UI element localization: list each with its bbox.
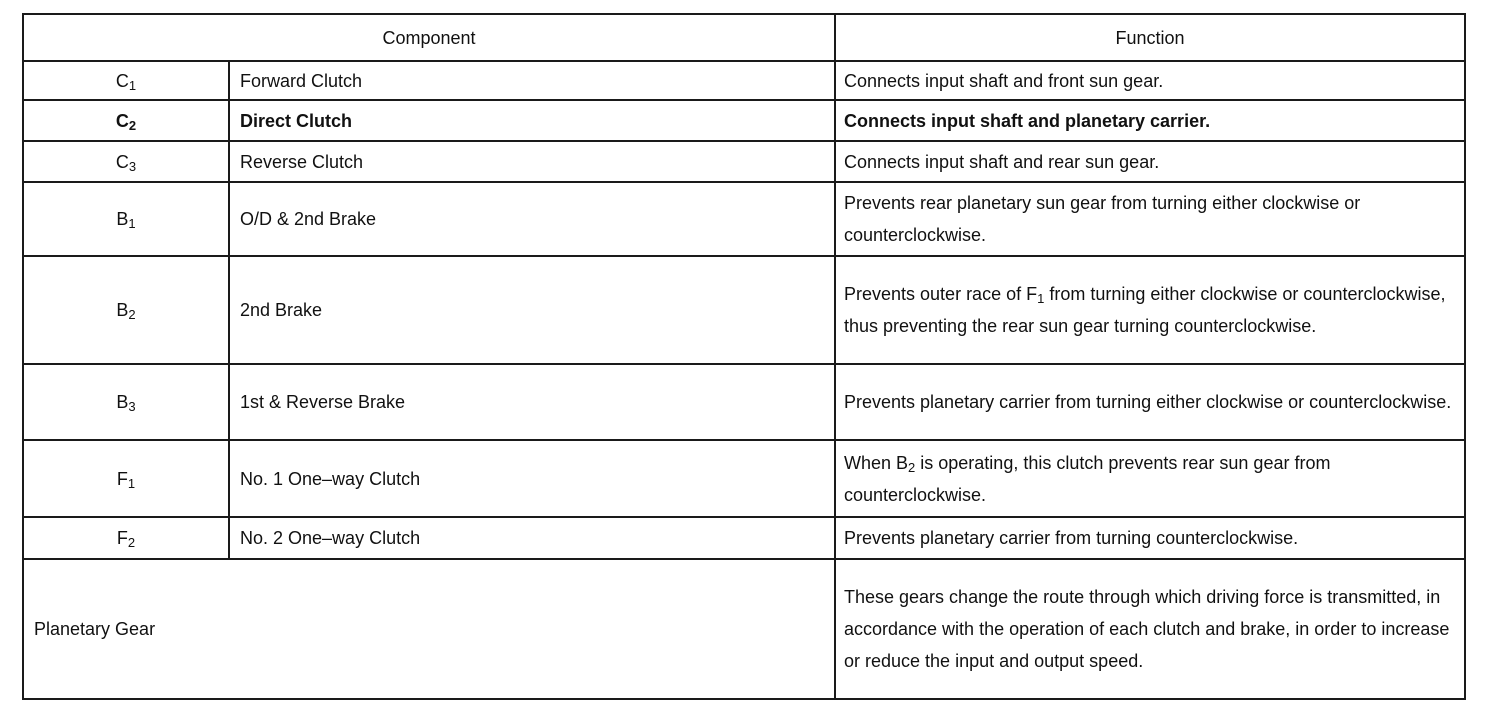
component-symbol: $B_1$ <box>23 182 229 256</box>
table-row <box>23 440 1465 517</box>
table-row <box>23 256 1465 364</box>
table-row <box>23 100 1465 141</box>
header-component: Component <box>23 14 835 61</box>
table-row <box>23 141 1465 182</box>
component-function: Prevents rear planetary sun gear from turning either clockwise or counterclockwise. <box>835 182 1465 256</box>
component-function: Prevents planetary carrier from turning counterclockwise. <box>835 517 1465 559</box>
component-name: O/D & 2nd Brake <box>229 182 835 256</box>
component-function: Connects input shaft and planetary carrier. <box>835 100 1465 141</box>
component-name: Forward Clutch <box>229 61 835 100</box>
component-name: 1st & Reverse Brake <box>229 364 835 440</box>
table-row <box>23 182 1465 256</box>
component-name: 2nd Brake <box>229 256 835 364</box>
component-symbol: $B_2$ <box>23 256 229 364</box>
component-symbol: $B_3$ <box>23 364 229 440</box>
component-name: Direct Clutch <box>229 100 835 141</box>
component-function: When $B_2$ is operating, this clutch prevents rear sun gear from counterclockwise. <box>835 440 1465 517</box>
component-function: These gears change the route through which driving force is transmitted, in accordance with the operation of each clutch and brake, in order to increase or reduce the input and output speed. <box>835 559 1465 699</box>
component-symbol: $F_2$ <box>23 517 229 559</box>
component-function: Prevents planetary carrier from turning either clockwise or counterclockwise. <box>835 364 1465 440</box>
component-name: No. 1 One–way Clutch <box>229 440 835 517</box>
table-row <box>23 364 1465 440</box>
table-header-row <box>23 14 1465 61</box>
component-function: Connects input shaft and front sun gear. <box>835 61 1465 100</box>
header-function: Function <box>835 14 1465 61</box>
component-symbol: $C_2$ <box>23 100 229 141</box>
component-symbol: $C_1$ <box>23 61 229 100</box>
component-symbol: $C_3$ <box>23 141 229 182</box>
component-name: No. 2 One–way Clutch <box>229 517 835 559</box>
component-function: Connects input shaft and rear sun gear. <box>835 141 1465 182</box>
component-name: Reverse Clutch <box>229 141 835 182</box>
component-function-table <box>22 13 1466 700</box>
table-row <box>23 517 1465 559</box>
table-row <box>23 559 1465 699</box>
component-name: Planetary Gear <box>23 559 835 699</box>
table-row <box>23 61 1465 100</box>
component-symbol: $F_1$ <box>23 440 229 517</box>
component-function: Prevents outer race of $F_1$ from turning either clockwise or counterclockwise, thus preventing the rear sun gear turning counterclockwise. <box>835 256 1465 364</box>
